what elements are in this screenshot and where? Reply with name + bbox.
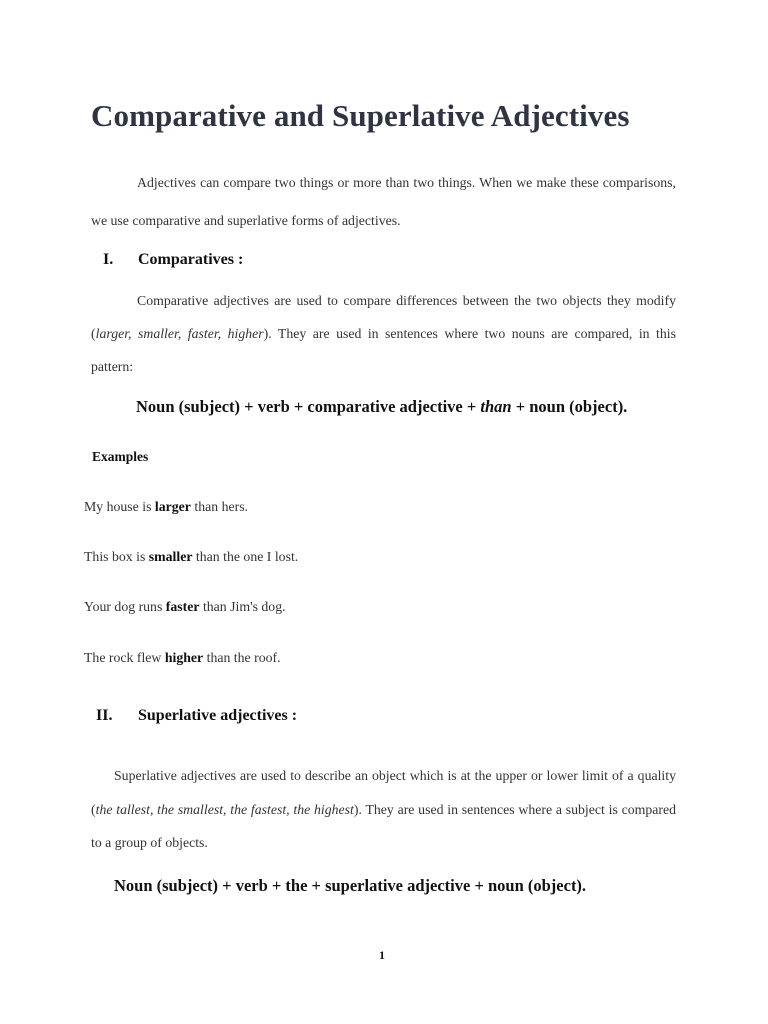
- comparatives-paragraph-end: ). They are used in sentences where two nouns are compared, in this pattern:: [91, 326, 676, 374]
- example-text: My house is: [84, 499, 155, 514]
- superlatives-paragraph-start: Superlative adjectives are used to describe an object which is at the upper or lower limit of a quality (: [91, 768, 676, 817]
- comparatives-paragraph-start: Comparative adjectives are used to compare differences between the two objects they modify (: [91, 293, 676, 341]
- comparative-formula-end: + noun (object).: [511, 397, 628, 416]
- example-text: than the roof.: [203, 650, 281, 665]
- superlative-formula: Noun (subject) + verb + the + superlative adjective + noun (object).: [114, 876, 587, 895]
- example-sentence: [84, 549, 298, 565]
- example-adjective: faster: [165, 599, 200, 614]
- page-number: 1: [379, 948, 385, 962]
- example-sentence: [84, 499, 248, 515]
- comparatives-examples-italic: larger, smaller, faster, higher: [95, 326, 264, 341]
- superlatives-paragraph: [91, 759, 676, 860]
- superlatives-examples-italic: the tallest, the smallest, the fastest, the highest: [95, 801, 354, 817]
- comparative-formula: [136, 397, 627, 417]
- page-title: Comparative and Superlative Adjectives: [91, 98, 630, 133]
- example-text: The rock flew: [84, 650, 165, 665]
- example-text: than Jim's dog.: [199, 599, 286, 614]
- section-2-number: II.: [96, 707, 113, 724]
- example-sentence: [84, 599, 286, 615]
- comparatives-paragraph: [91, 284, 676, 383]
- section-2-heading: Superlative adjectives :: [138, 707, 298, 724]
- example-adjective: higher: [164, 650, 204, 665]
- example-adjective: smaller: [148, 549, 193, 564]
- example-adjective: larger: [154, 499, 191, 514]
- superlatives-paragraph-end: ). They are used in sentences where a subject is compared to a group of objects.: [91, 801, 676, 850]
- section-1-heading: Comparatives :: [138, 251, 244, 268]
- examples-label: Examples: [92, 449, 149, 464]
- example-text: than hers.: [190, 499, 249, 514]
- example-text: This box is: [84, 549, 149, 564]
- comparative-formula-start: Noun (subject) + verb + comparative adjective +: [136, 397, 481, 416]
- example-text: than the one I lost.: [192, 549, 299, 564]
- comparative-formula-than: than: [480, 397, 512, 416]
- section-1-number: I.: [103, 251, 114, 268]
- example-sentence: [84, 650, 281, 666]
- intro-paragraph: Adjectives can compare two things or more than two things. When we make these comparisons, we use comparative and superlative forms of adjectives.: [91, 175, 676, 228]
- example-text: Your dog runs: [84, 599, 166, 614]
